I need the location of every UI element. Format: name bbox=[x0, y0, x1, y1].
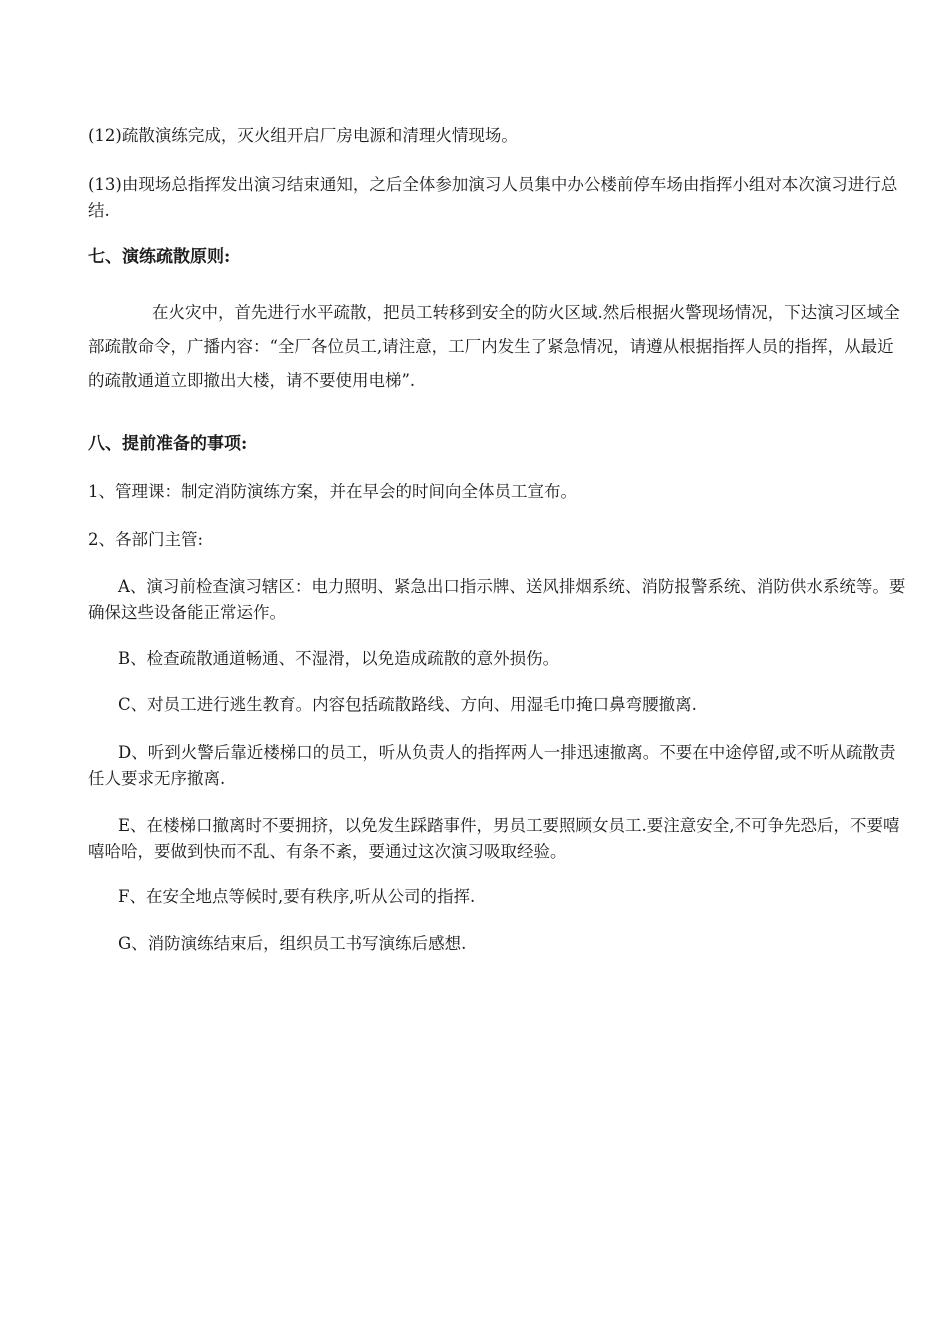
prep-item-2: 2、各部门主管: bbox=[88, 530, 204, 549]
prep-subitem-a: A、演习前检查演习辖区：电力照明、紧急出口指示牌、送风排烟系统、消防报警系统、消防供水系统等。要确保这些设备能正常运作。 bbox=[88, 577, 906, 622]
step-12: (12)疏散演练完成，灭火组开启厂房电源和清理火情现场。 bbox=[88, 126, 518, 145]
step-13: (13)由现场总指挥发出演习结束通知，之后全体参加演习人员集中办公楼前停车场由指挥小组对本次演习进行总结. bbox=[88, 175, 898, 220]
prep-subitem-b: B、检查疏散通道畅通、不湿滑，以免造成疏散的意外损伤。 bbox=[118, 649, 560, 668]
prep-subitem-e: E、在楼梯口撤离时不要拥挤，以免发生踩踏事件，男员工要照顾女员工.要注意安全,不可争先恐后，不要嘻嘻哈哈，要做到快而不乱、有条不紊，要通过这次演习吸取经验。 bbox=[88, 816, 900, 861]
prep-subitem-c: C、对员工进行逃生教育。内容包括疏散路线、方向、用湿毛巾掩口鼻弯腰撤离. bbox=[118, 695, 697, 714]
prep-subitem-g: G、消防演练结束后，组织员工书写演练后感想. bbox=[118, 934, 467, 953]
section-7-heading: 七、演练疏散原则: bbox=[88, 247, 231, 267]
prep-subitem-d: D、听到火警后靠近楼梯口的员工，听从负责人的指挥两人一排迅速撤离。不要在中途停留,或不听从疏散责任人要求无序撤离. bbox=[88, 743, 896, 788]
section-7-paragraph: 在火灾中，首先进行水平疏散，把员工转移到安全的防火区域.然后根据火警现场情况，下达演习区域全部疏散命令，广播内容：“全厂各位员工,请注意，工厂内发生了紧急情况，请遵从根据指挥人员的指挥，从最近的疏散通道立即撤出大楼，请不要使用电梯”. bbox=[88, 303, 900, 390]
section-8-heading: 八、提前准备的事项: bbox=[88, 434, 248, 454]
prep-subitem-f: F、在安全地点等候时,要有秩序,听从公司的指挥. bbox=[118, 887, 476, 906]
prep-item-1: 1、管理课：制定消防演练方案，并在早会的时间向全体员工宣布。 bbox=[88, 482, 577, 501]
